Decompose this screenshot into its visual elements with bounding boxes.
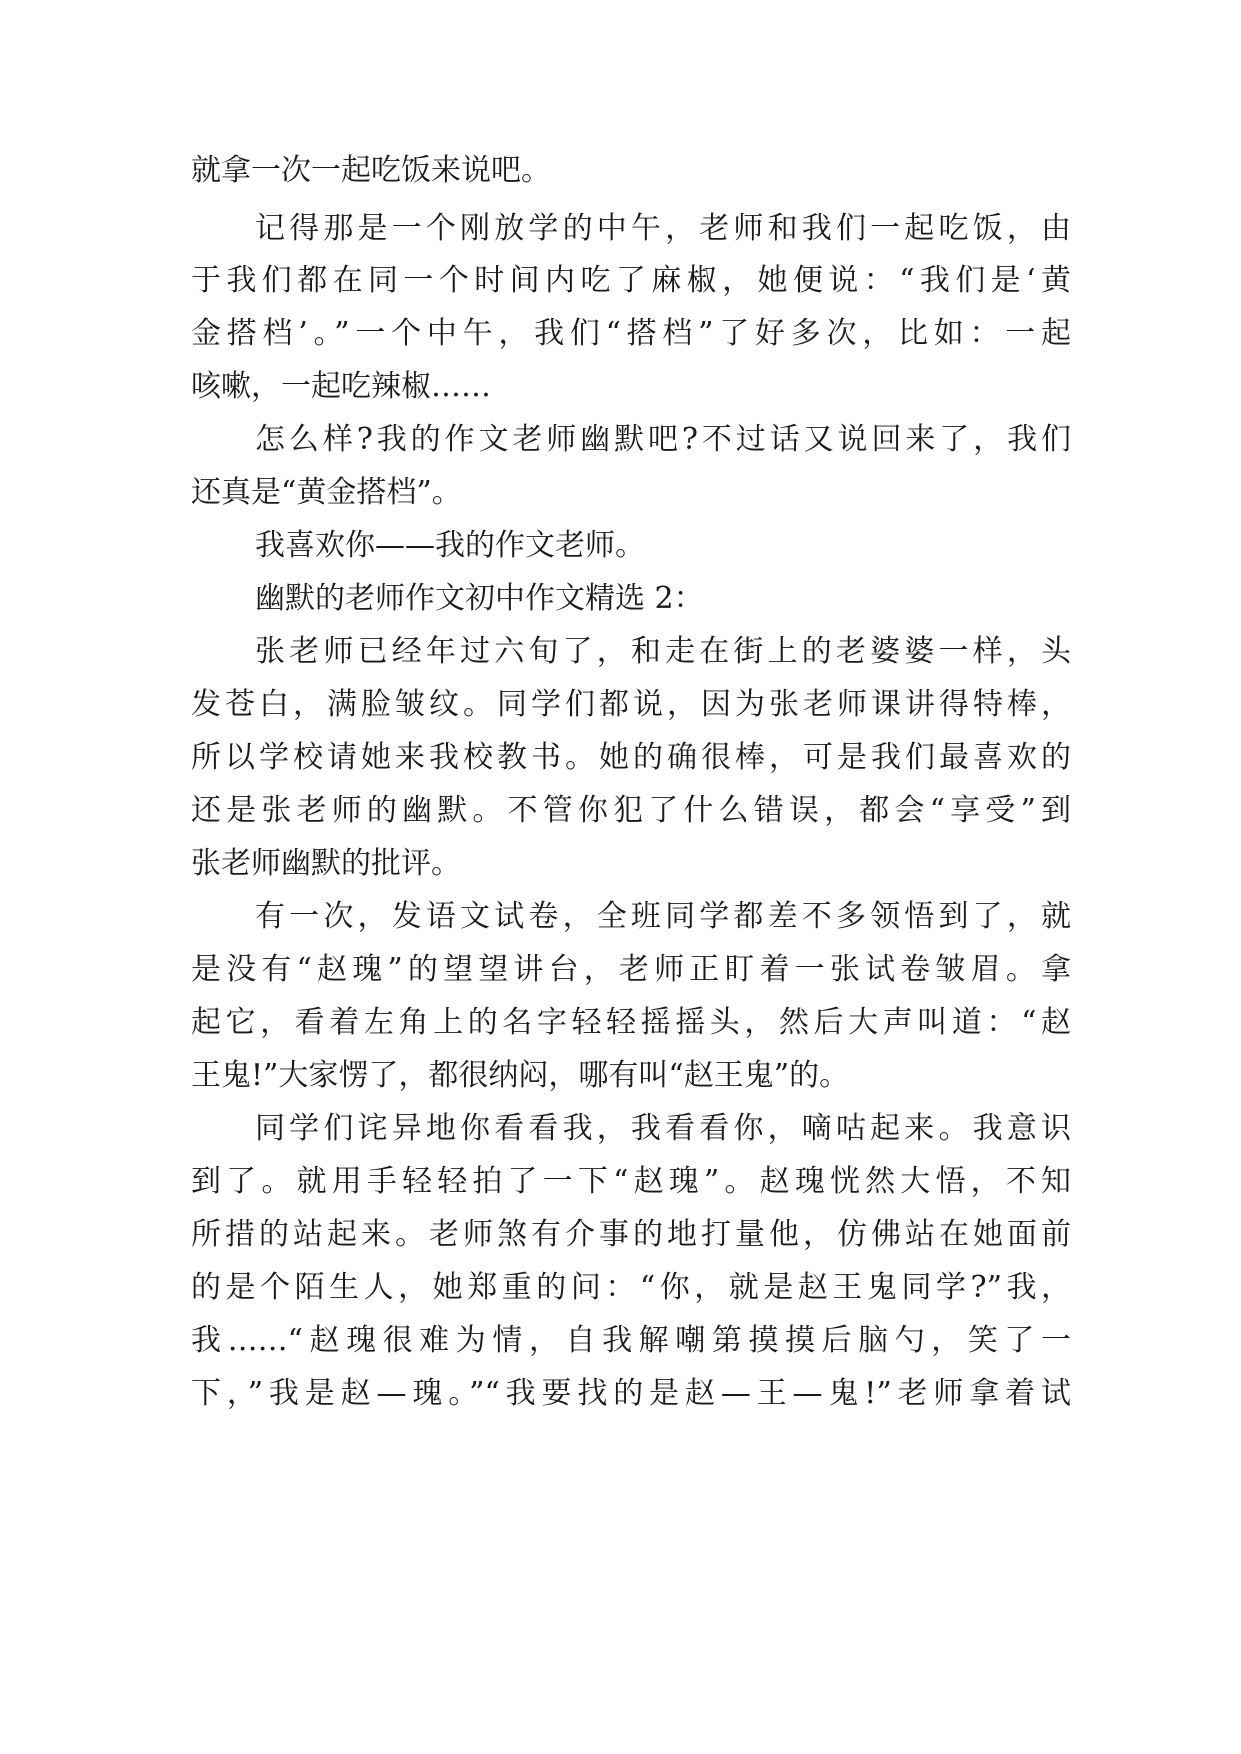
text-line: 记得那是一个刚放学的中午，老师和我们一起吃饭，由: [255, 211, 1071, 246]
text-line: 有一次，发语文试卷，全班同学都差不多领悟到了，就: [255, 899, 1071, 934]
text-line: 我喜欢你——我的作文老师。: [255, 528, 645, 563]
text-line: 同学们诧异地你看看我，我看看你，嘀咕起来。我意识: [255, 1111, 1071, 1146]
section-heading: 幽默的老师作文初中作文精选 2：: [255, 581, 704, 616]
text-line: 于我们都在同一个时间内吃了麻椒，她便说：“我们是‘黄: [191, 263, 1071, 298]
text-line: 还是张老师的幽默。不管你犯了什么错误，都会“享受”到: [191, 793, 1071, 828]
text-line: 的是个陌生人，她郑重的问：“你，就是赵王鬼同学?”我，: [191, 1270, 1071, 1305]
text-line: 王鬼!”大家愣了，都很纳闷，哪有叫“赵王鬼”的。: [191, 1058, 850, 1093]
text-line: 还真是“黄金搭档”。: [191, 475, 462, 510]
text-line: 所措的站起来。老师煞有介事的地打量他，仿佛站在她面前: [191, 1217, 1071, 1252]
text-line: 是没有“赵瑰”的望望讲台，老师正盯着一张试卷皱眉。拿: [191, 952, 1071, 987]
text-line: 我……“赵瑰很难为情，自我解嘲第摸摸后脑勺，笑了一: [191, 1323, 1071, 1358]
text-line: 张老师幽默的批评。: [191, 846, 461, 881]
text-line: 发苍白，满脸皱纹。同学们都说，因为张老师课讲得特棒，: [191, 687, 1071, 722]
text-line: 咳嗽，一起吃辣椒……: [191, 369, 491, 404]
text-line: 到了。就用手轻轻拍了一下“赵瑰”。赵瑰恍然大悟，不知: [191, 1164, 1071, 1199]
text-line: 张老师已经年过六旬了，和走在街上的老婆婆一样，头: [255, 634, 1071, 669]
text-line: 所以学校请她来我校教书。她的确很棒，可是我们最喜欢的: [191, 740, 1071, 775]
text-line: 下，”我是赵—瑰。”“我要找的是赵—王—鬼!”老师拿着试: [191, 1376, 1071, 1411]
text-line: 就拿一次一起吃饭来说吧。: [191, 153, 551, 188]
text-line: 怎么样?我的作文老师幽默吧?不过话又说回来了，我们: [255, 422, 1071, 457]
text-line: 起它，看着左角上的名字轻轻摇摇头，然后大声叫道：“赵: [191, 1005, 1071, 1040]
text-line: 金搭档’。”一个中午，我们“搭档”了好多次，比如：一起: [191, 316, 1071, 351]
